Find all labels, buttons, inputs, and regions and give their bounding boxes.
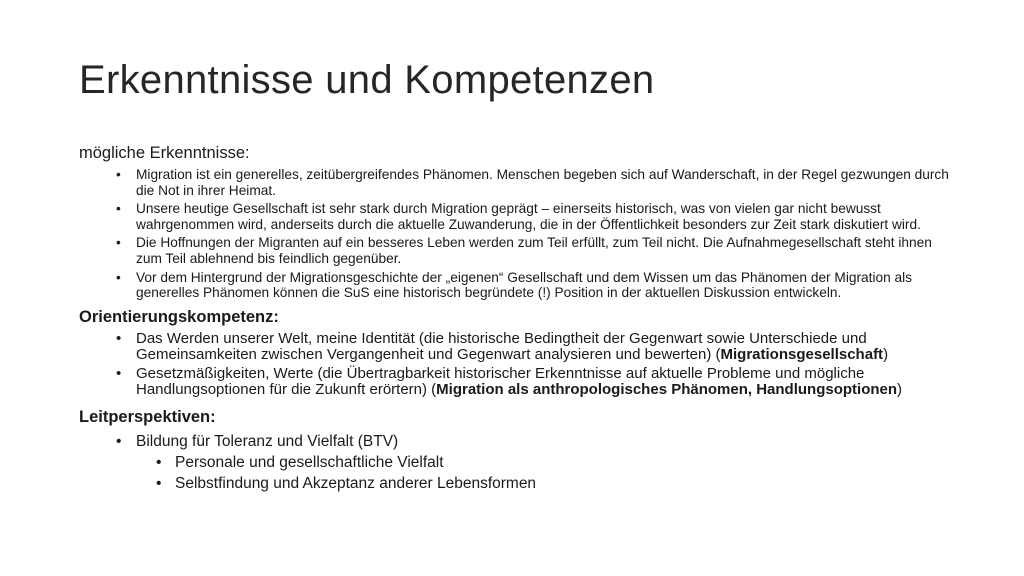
erkenntnisse-list bbox=[79, 167, 949, 301]
list-item-text: Bildung für Toleranz und Vielfalt (BTV) bbox=[136, 432, 399, 450]
list-item bbox=[79, 235, 949, 266]
list-item-text: Selbstfindung und Akzeptanz anderer Lebensformen bbox=[175, 474, 537, 492]
slide-content bbox=[79, 143, 949, 494]
list-item bbox=[79, 431, 949, 452]
list-item-text: Vor dem Hintergrund der Migrationsgeschichte der „eigenen“ Gesellschaft und dem Wissen um das Phänomen der Migration als generelles Phänomen können die SuS eine historisch begründete (!) Position in der aktuellen Diskussion entwickeln. bbox=[136, 269, 913, 301]
sub-list-item bbox=[79, 473, 949, 494]
bullet-icon: • bbox=[116, 167, 121, 182]
bullet-icon: • bbox=[116, 364, 122, 382]
list-item bbox=[79, 167, 949, 198]
orientierung-list bbox=[79, 331, 949, 399]
bullet-icon: • bbox=[116, 235, 121, 251]
bullet-icon: • bbox=[116, 269, 121, 285]
bullet-icon: • bbox=[116, 432, 122, 450]
list-item-text: Migration ist ein generelles, zeitübergreifendes Phänomen. Menschen begeben sich auf Wanderschaft, in der Regel gezwungen durch die Not in ihrer Heimat. bbox=[136, 167, 949, 198]
list-item bbox=[79, 201, 949, 232]
bullet-icon: • bbox=[156, 453, 162, 471]
bullet-icon: • bbox=[116, 329, 122, 347]
list-item bbox=[79, 366, 949, 399]
list-item-end: ) bbox=[883, 346, 889, 364]
list-item-text: Das Werden unserer Welt, meine Identität (die historische Bedingtheit der Gegenwart sowie Unterschiede und Gemeinsamkeiten zwischen Vergangenheit und Gegenwart analysieren und bewerten) ( bbox=[136, 329, 867, 364]
heading-leitperspektiven: Leitperspektiven: bbox=[79, 407, 216, 426]
sub-list-item bbox=[79, 452, 949, 473]
list-item-end: ) bbox=[897, 381, 903, 399]
list-item-bold: Migration als anthropologisches Phänomen, Handlungsoptionen bbox=[436, 381, 898, 399]
list-item-bold: Migrationsgesellschaft bbox=[720, 346, 884, 364]
list-item-text: Die Hoffnungen der Migranten auf ein besseres Leben werden zum Teil erfüllt, zum Teil nicht. Die Aufnahmegesellschaft steht ihnen zum Teil ablehnend bis feindlich gegenüber. bbox=[136, 235, 932, 266]
bullet-icon: • bbox=[116, 201, 121, 217]
heading-erkenntnisse: mögliche Erkenntnisse: bbox=[79, 144, 250, 162]
heading-orientierungskompetenz: Orientierungskompetenz: bbox=[79, 307, 279, 326]
list-item bbox=[79, 270, 949, 301]
list-item-text: Personale und gesellschaftliche Vielfalt bbox=[175, 453, 444, 471]
leitperspektiven-list bbox=[79, 431, 949, 494]
list-item-text: Gesetzmäßigkeiten, Werte (die Übertragbarkeit historischer Erkenntnisse auf aktuelle Probleme und mögliche Handlungsoptionen für die Zukunft erörtern) ( bbox=[136, 364, 865, 399]
list-item-text: Unsere heutige Gesellschaft ist sehr stark durch Migration geprägt – einerseits historisch, was von vielen gar nicht bewusst wahrgenommen wird, anderseits durch die aktuelle Zuwanderung, die in der Öffentlichkeit besonders zur Zeit stark diskutiert wird. bbox=[136, 201, 921, 232]
bullet-icon: • bbox=[156, 474, 162, 492]
slide-title: Erkenntnisse und Kompetenzen bbox=[79, 58, 655, 102]
list-item bbox=[79, 331, 949, 364]
